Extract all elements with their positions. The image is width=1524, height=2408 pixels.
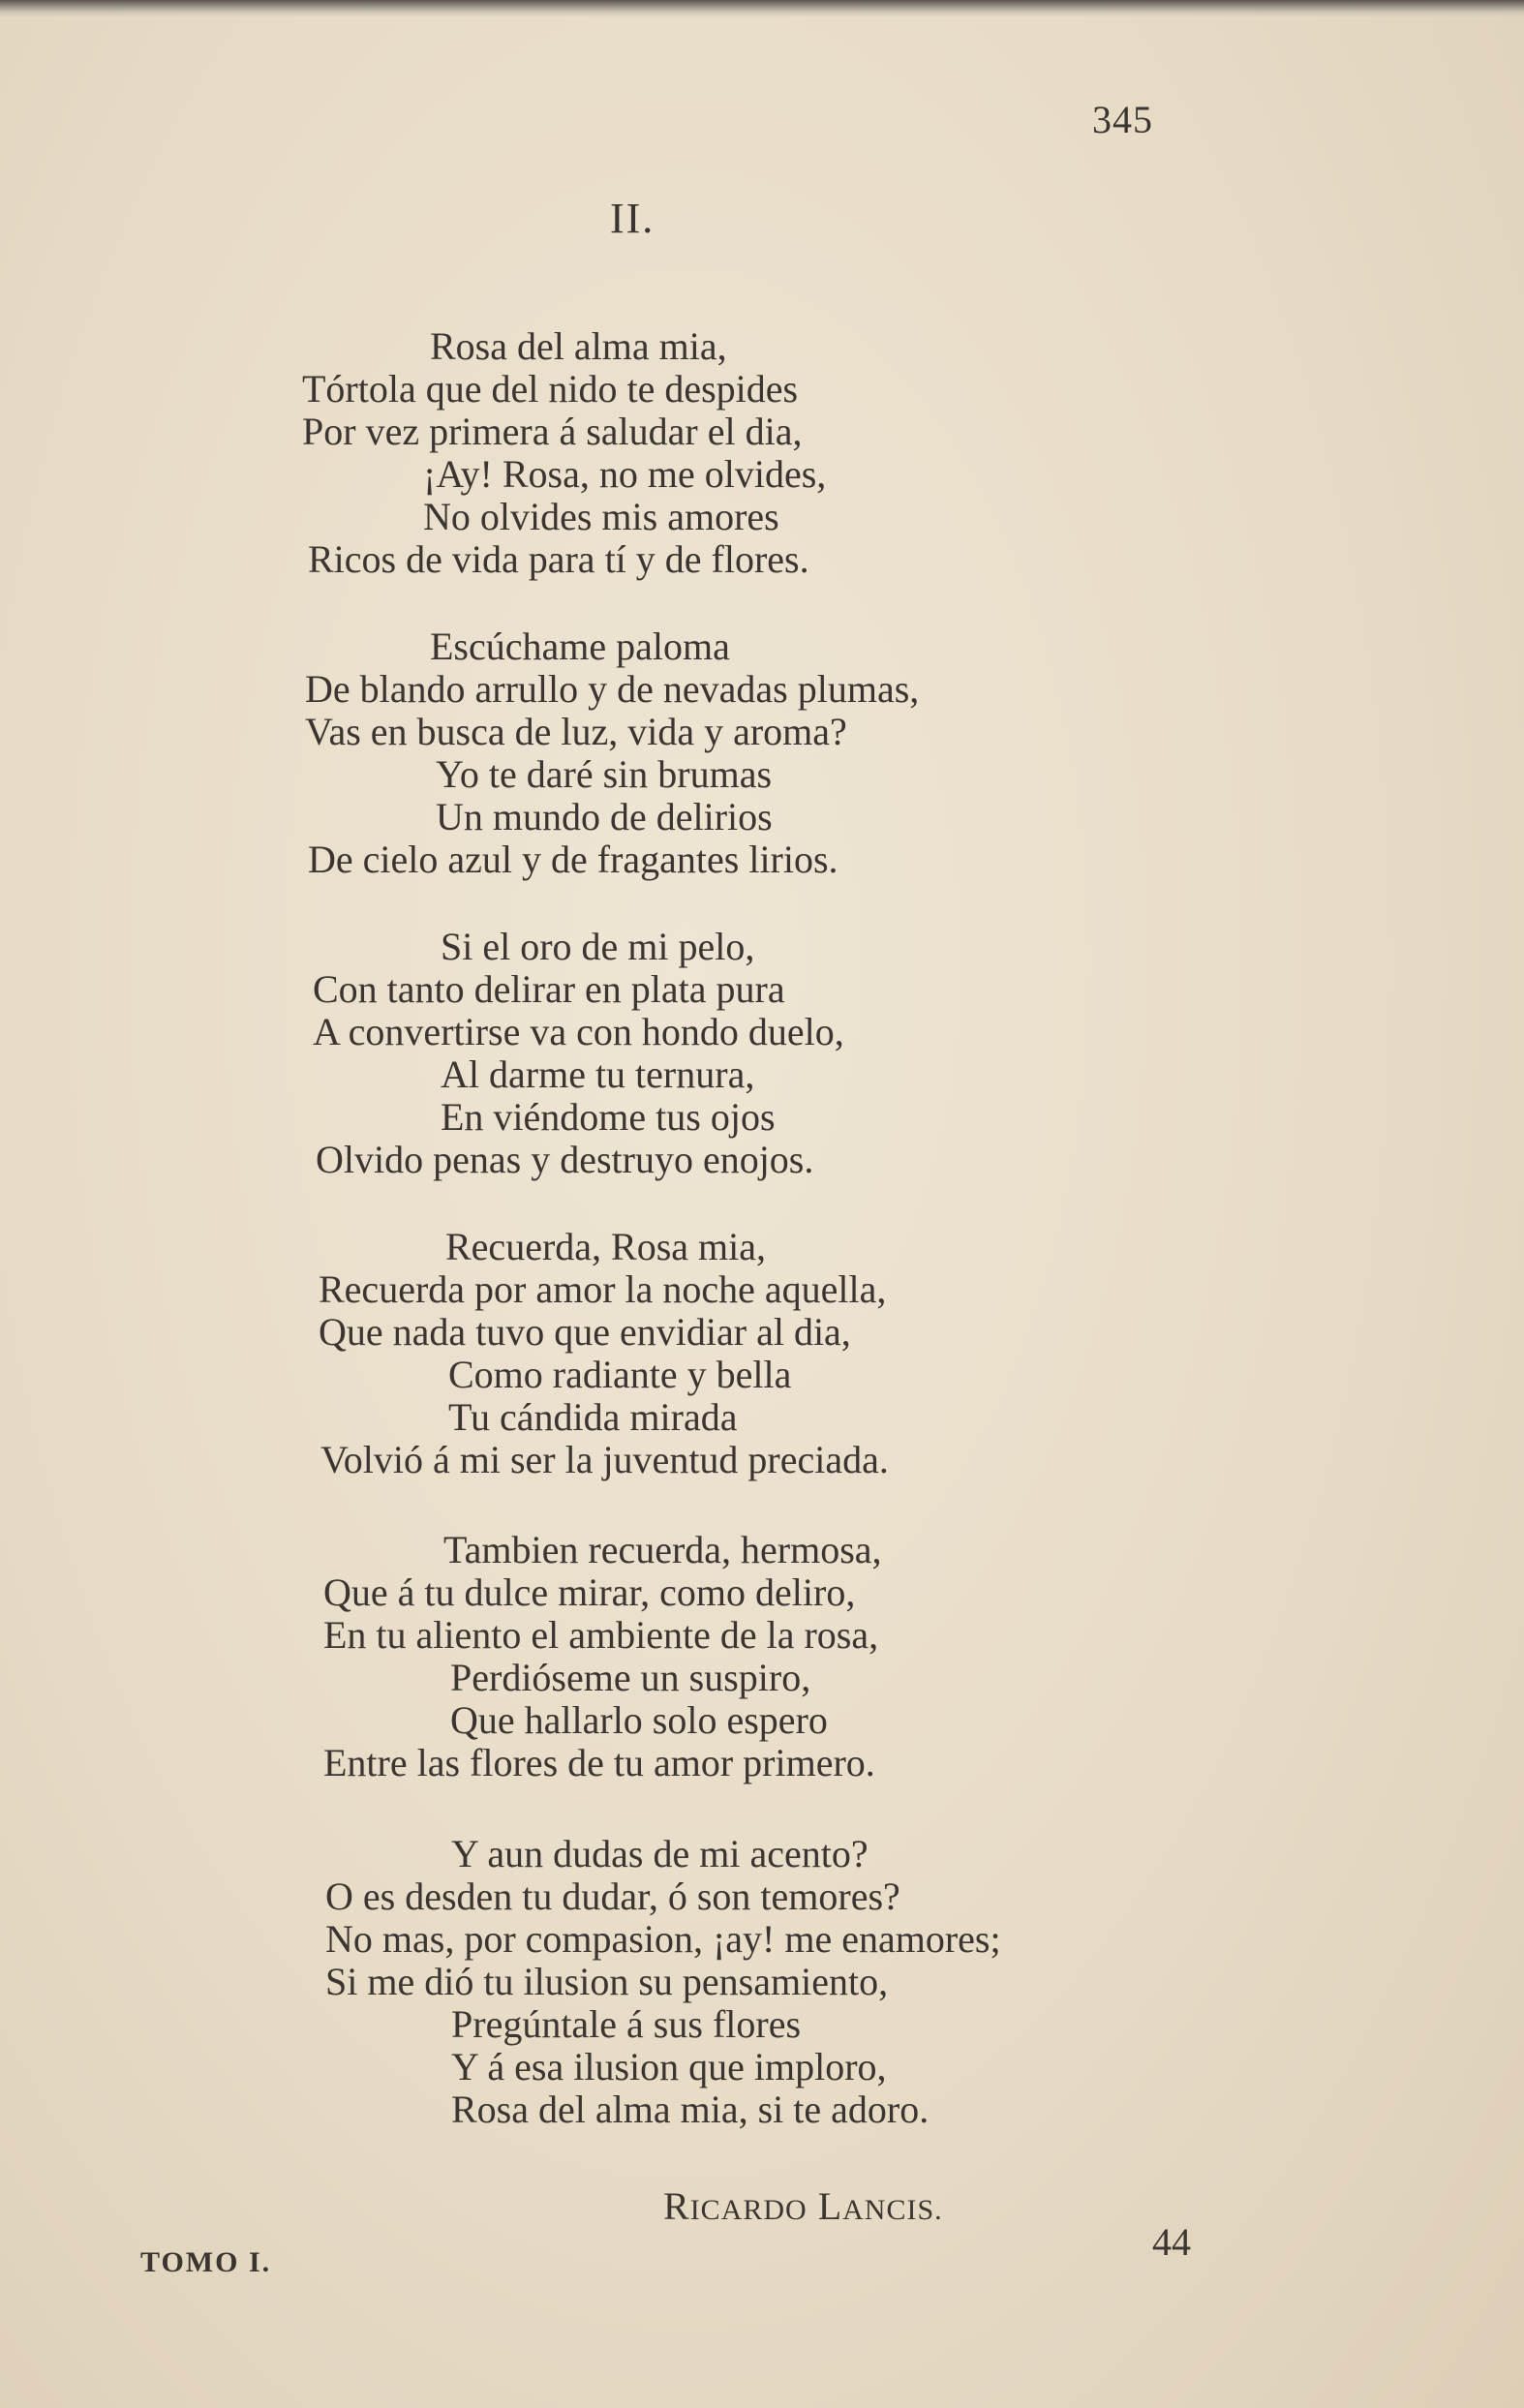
signature-last-rest: ANCIS. [842,2194,943,2226]
verse-line: No olvides mis amores [423,495,779,538]
verse-line: Si me dió tu ilusion su pensamiento, [325,1960,889,2003]
signature-first-rest: ICARDO [689,2194,808,2226]
verse-line: Si el oro de mi pelo, [441,925,755,968]
verse-line: De cielo azul y de fragantes lirios. [308,838,838,881]
verse-line: A convertirse va con hondo duelo, [313,1010,844,1053]
verse-line: Entre las flores de tu amor primero. [323,1741,875,1784]
verse-line: Por vez primera á saludar el dia, [302,410,803,453]
verse-line: Que á tu dulce mirar, como deliro, [323,1570,856,1614]
verse-line: Perdióseme un suspiro, [450,1656,811,1699]
verse-line: Como radiante y bella [448,1353,792,1396]
signature-mark: 44 [1152,2220,1191,2264]
verse-line: Vas en busca de luz, vida y aroma? [305,710,847,753]
verse-line: Tórtola que del nido te despides [302,367,799,411]
verse-line: Olvido penas y destruyo enojos. [316,1138,814,1181]
page-top-edge [0,0,1524,17]
verse-line: Y aun dudas de mi acento? [451,1832,869,1875]
verse-line: Que hallarlo solo espero [450,1698,828,1742]
section-title: II. [610,195,655,242]
signature-last-initial: L [817,2184,843,2228]
verse-line: Tambien recuerda, hermosa, [443,1528,882,1571]
verse-line: Escúchame paloma [430,625,730,668]
verse-line: Yo te daré sin brumas [436,752,773,796]
verse-line: O es desden tu dudar, ó son temores? [325,1875,900,1918]
verse-line: En tu aliento el ambiente de la rosa, [323,1613,879,1657]
verse-line: Pregúntale á sus flores [451,2002,802,2046]
verse-line: Un mundo de delirios [436,795,773,838]
verse-line: Al darme tu ternura, [441,1052,755,1096]
verse-line: Con tanto delirar en plata pura [313,967,785,1011]
verse-line: Tu cándida mirada [448,1395,738,1439]
verse-line: Rosa del alma mia, [430,324,727,368]
volume-label: TOMO I. [140,2246,272,2278]
author-signature [663,2183,943,2229]
verse-line: Recuerda por amor la noche aquella, [319,1267,887,1311]
verse-line: No mas, por compasion, ¡ay! me enamores; [325,1917,1001,1961]
verse-line: Volvió á mi ser la juventud preciada. [320,1438,889,1481]
verse-line: Ricos de vida para tí y de flores. [308,537,809,581]
verse-line: ¡Ay! Rosa, no me olvides, [423,452,827,496]
page-number: 345 [1092,98,1153,141]
verse-line: Y á esa ilusion que imploro, [451,2045,887,2088]
verse-line: En viéndome tus ojos [441,1095,776,1139]
verse-line: Que nada tuvo que envidiar al dia, [319,1310,851,1354]
verse-line: Rosa del alma mia, si te adoro. [451,2088,930,2131]
verse-line: Recuerda, Rosa mia, [445,1225,766,1268]
verse-line: De blando arrullo y de nevadas plumas, [305,667,920,711]
signature-first-initial: R [663,2184,690,2228]
